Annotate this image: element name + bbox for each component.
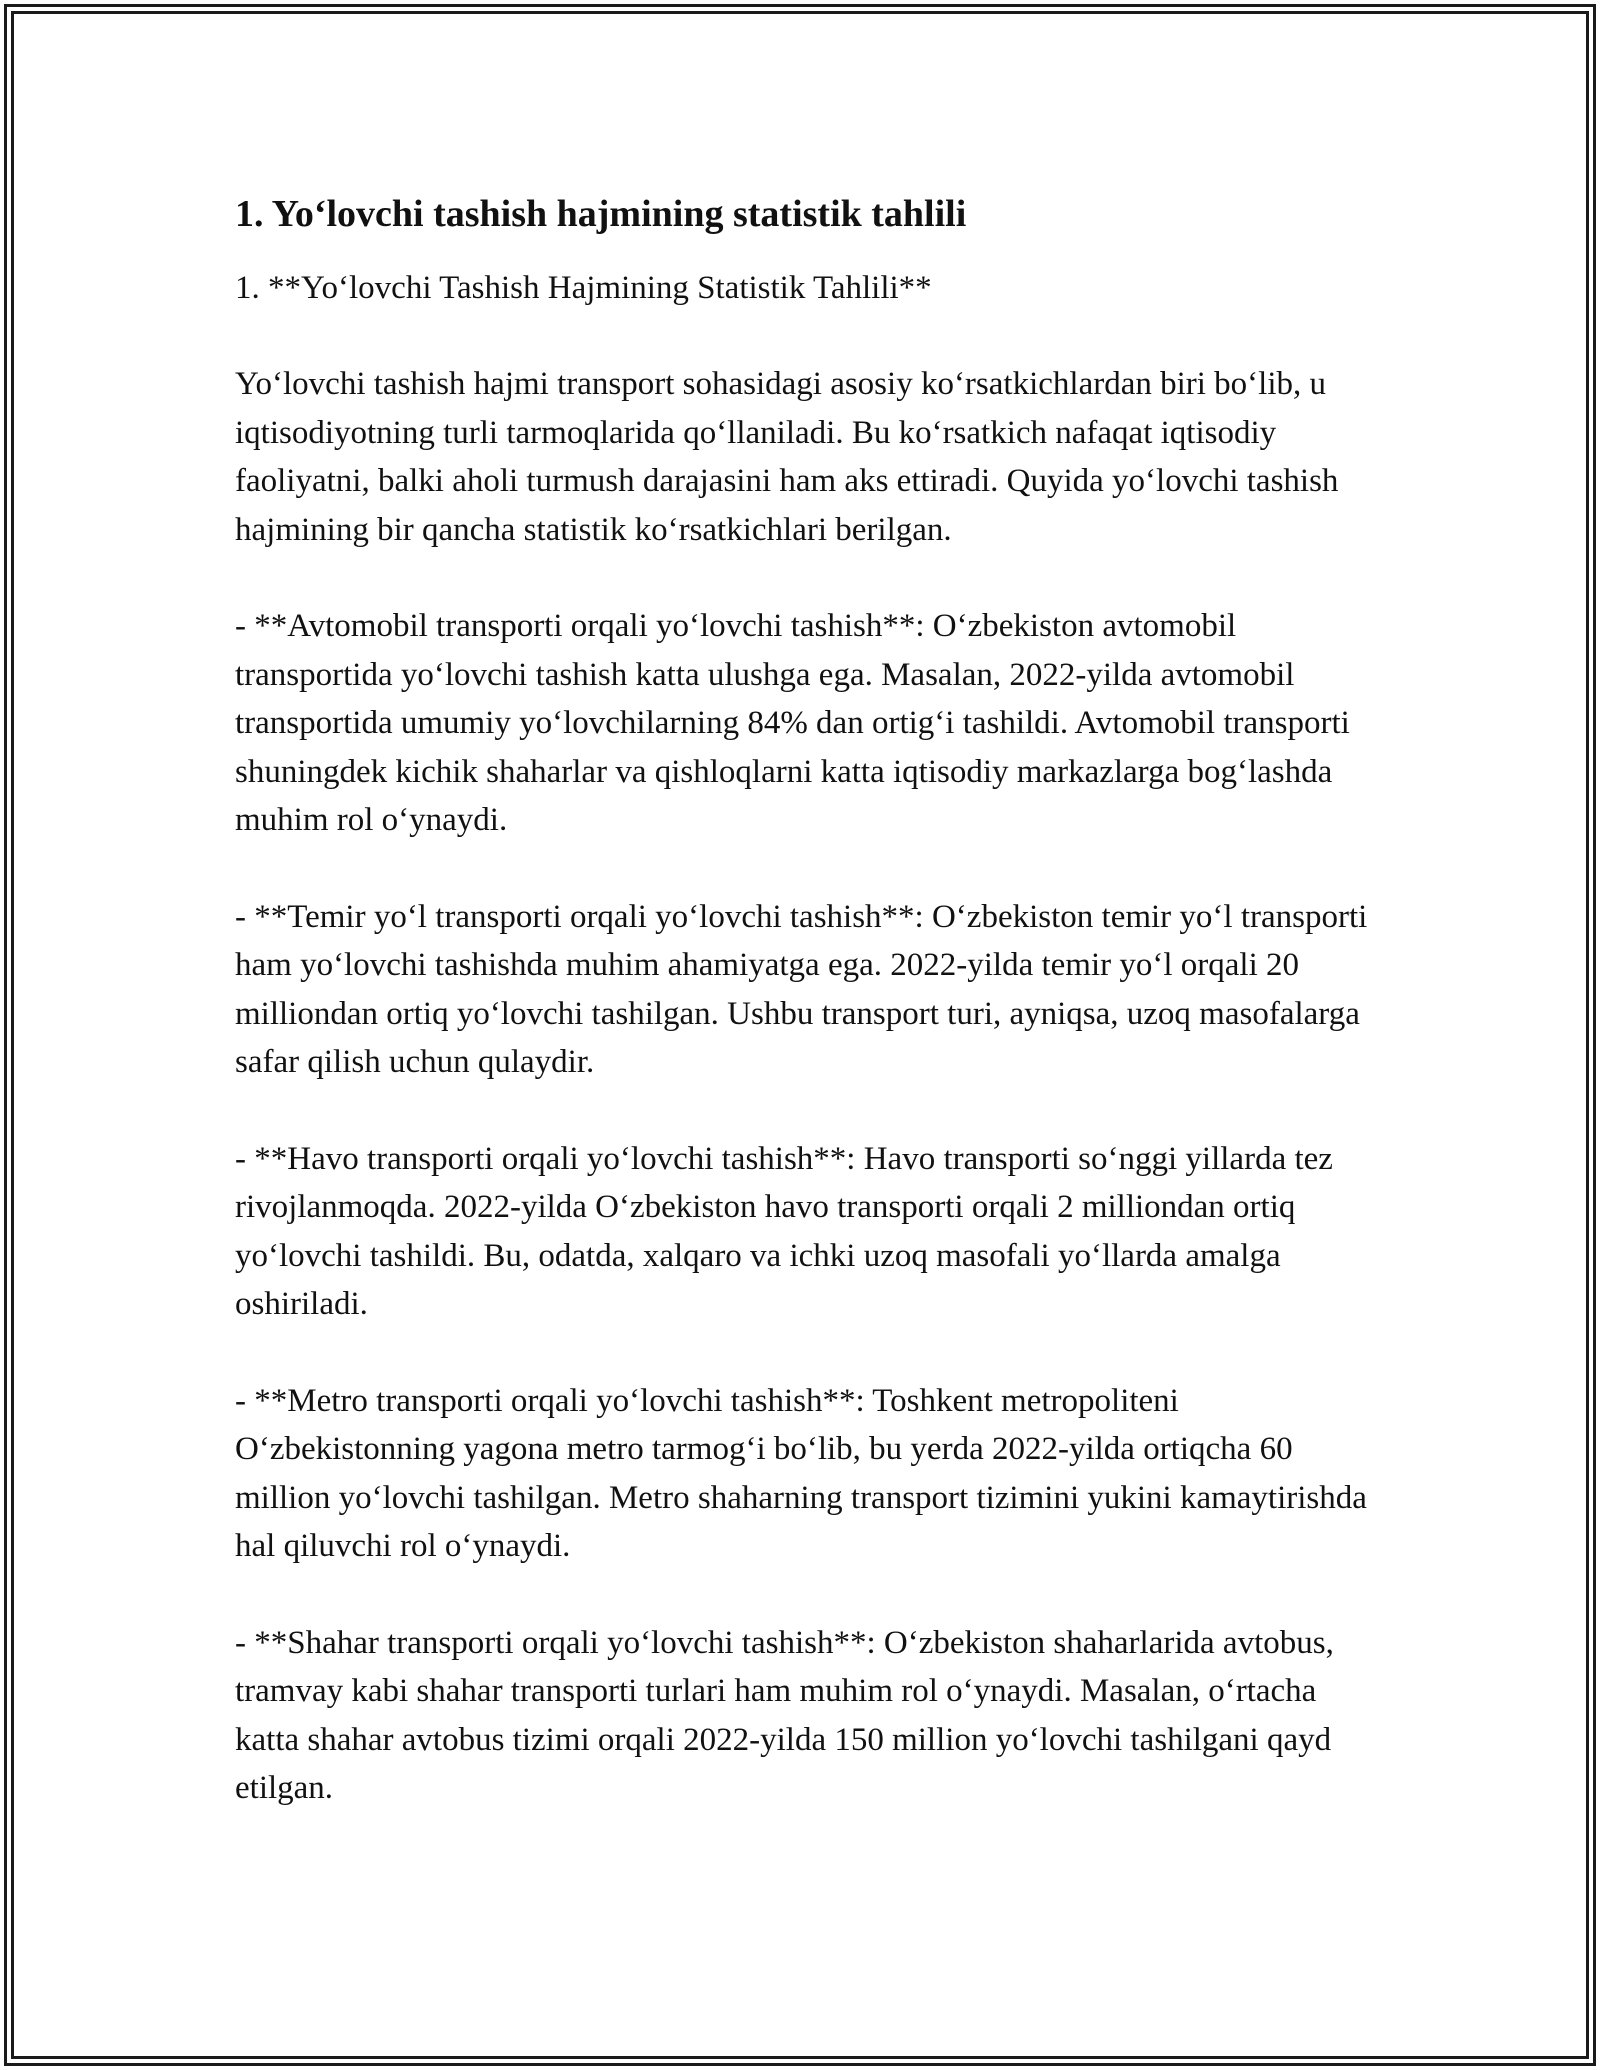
paragraph-air-transport: - **Havo transporti orqali yo‘lovchi tashish**: Havo transporti so‘nggi yillarda tez rivojlanmoqda. 2022-yilda O‘zbekiston havo transporti orqali 2 milliondan ortiq yo‘lovchi tashildi. Bu, odatda, xalqaro va ichki uzoq masofali yo‘llarda amalga oshiriladi. [235,1140,1333,1322]
paragraph-automobile-transport: - **Avtomobil transporti orqali yo‘lovchi tashish**: O‘zbekiston avtomobil transportida yo‘lovchi tashish katta ulushga ega. Masalan, 2022-yilda avtomobil transportida umumiy yo‘lovchilarning 84% dan ortig‘i tashildi. Avtomobil transporti shuningdek kichik shaharlar va qishloqlarni katta iqtisodiy markazlarga bog‘lashda muhim rol o‘ynaydi. [235,608,1350,838]
section-heading: 1. Yo‘lovchi tashish hajmining statistik tahlili [235,193,967,235]
paragraph-railway-transport: - **Temir yo‘l transporti orqali yo‘lovchi tashish**: O‘zbekiston temir yo‘l transporti ham yo‘lovchi tashishda muhim ahamiyatga ega. 2022-yilda temir yo‘l orqali 20 milliondan ortiq yo‘lovchi tashilgan. Ushbu transport turi, ayniqsa, uzoq masofalarga safar qilish uchun qulaydir. [235,898,1368,1080]
paragraph-city-transport: - **Shahar transporti orqali yo‘lovchi tashish**: O‘zbekiston shaharlarida avtobus, tramvay kabi shahar transporti turlari ham muhim rol o‘ynaydi. Masalan, o‘rtacha katta shahar avtobus tizimi orqali 2022-yilda 150 million yo‘lovchi tashilgani qayd etilgan. [235,1624,1334,1806]
paragraph-metro-transport: - **Metro transporti orqali yo‘lovchi tashish**: Toshkent metropoliteni O‘zbekistonning yagona metro tarmog‘i bo‘lib, bu yerda 2022-yilda ortiqcha 60 million yo‘lovchi tashilgan. Metro shaharning transport tizimini yukini kamaytirishda hal qiluvchi rol o‘ynaydi. [235,1382,1367,1564]
section-subtitle: 1. **Yo‘lovchi Tashish Hajmining Statistik Tahlili** [235,270,932,306]
intro-paragraph: Yo‘lovchi tashish hajmi transport sohasidagi asosiy ko‘rsatkichlardan biri bo‘lib, u iqtisodiyotning turli tarmoqlarida qo‘llaniladi. Bu ko‘rsatkich nafaqat iqtisodiy faoliyatni, balki aholi turmush darajasini ham aks ettiradi. Quyida yo‘lovchi tashish hajmining bir qancha statistik ko‘rsatkichlari berilgan. [235,366,1339,548]
document-body [235,186,1375,1861]
